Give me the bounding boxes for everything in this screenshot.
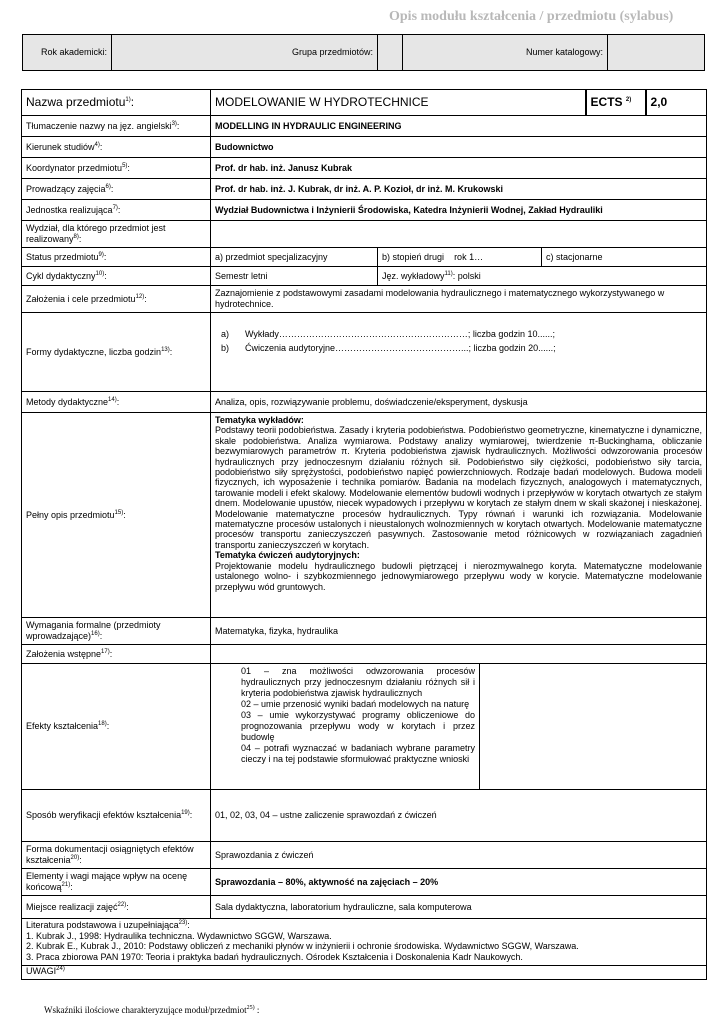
effects-list <box>241 664 480 789</box>
catalog-number-value <box>608 35 705 71</box>
goals-value: Zaznajomienie z podstawowymi zasadami modelowania hydraulicznego i matematycznego wykorzystywanego w hydrotechnice. <box>211 286 707 313</box>
academic-year-label: Rok akademicki: <box>23 35 112 71</box>
lecture-heading: Tematyka wykładów: <box>215 415 304 425</box>
list-item: 04 – potrafi wyznaczać w badaniach wybrane parametry cieczy i na tej podstawie sformułować praktyczne wnioski <box>241 743 475 764</box>
footer-note: Wskaźniki ilościowe charakteryzujące moduł/przedmiot$^{25)}$ : <box>44 1005 260 1015</box>
lecture-text: Podstawy teorii podobieństwa. Zasady i kryteria podobieństwa. Podobieństwo geometryczne, kinematyczne i dynamiczne, skale podobieństwa. Analiza wymiarowa. Podstawy analizy wymiarowej, twierdzenie π-Buckinghama, obliczanie bezwymiarowych parametrów π. Kryteria podobieństwa zjawisk hydraulicznych. Możliwości odwzorowania procesów hydraulicznych przy jednoczesnym działaniu różnych sił. Podobieństwo siły ciężkości, podobieństwo siły tarcia, podobieństwo siły sprężystości, podobieństwo napięć powierzchniowych. Rodzaje badań modelowych. Budowa modeli fizycznych, ich wyposażenie i technika pomiarów. Badania na modelach fizycznych, analogowych i matematycznych, tarowanie modeli i efekt skalowy. Modelowanie elementów budowli wodnych i przepływów w korytach otwartych ze stałym dnem. Modelowanie upustów, niecek wypadowych i przepływu w korytach ze stałym dnem w skali skażonej i nieskażonej. Modelowanie matematyczne procesów hydraulicznych. Typy równań i warunki ich rozwiązania. Modelowanie matematyczne procesów ustalonych i nieustalonych wolnozmiennych w korytach otwartych. Modelowanie matematyczne procesów transportu zanieczyszczeń pasywnych. Zastosowanie metod różnicowych w rozwiązaniach zagadnień transportu zanieczyszczeń w korytach. <box>215 425 703 550</box>
place-value: Sala dydaktyczna, laboratorium hydrauliczne, sala komputerowa <box>211 896 707 919</box>
verification-value: 01, 02, 03, 04 – ustne zaliczenie sprawozdań z ćwiczeń <box>211 790 707 842</box>
translation-value: MODELLING IN HYDRAULIC ENGINEERING <box>211 116 707 137</box>
language-value: Jęz. wykładowy$^{11)}$: polski <box>378 267 707 286</box>
cycle-label: Cykl dydaktyczny$^{10)}$: <box>22 267 211 286</box>
exercise-text: Projektowanie modelu hydraulicznego budowli piętrzącej i nierozmywalnego koryta. Matematyczne modelowanie ustalonego wolno- i szybkozmiennego jednowymiarowego przepływu wody w korycie. Matematyczne modelowanie przepływu wód gruntowych. <box>215 560 703 592</box>
list-item: 2. Kubrak E., Kubrak J., 2010: Podstawy obliczeń z mechaniki płynów w inżynierii i ochronie środowiska. Wydawnictwo SGGW, Warszawa. <box>26 941 579 951</box>
cycle-value: Semestr letni <box>211 267 378 286</box>
page-title: Opis modułu kształcenia / przedmiotu (sylabus) <box>389 9 674 24</box>
requirements-value: Matematyka, fizyka, hydraulika <box>211 618 707 645</box>
effects-value <box>211 664 707 790</box>
literature <box>22 919 707 966</box>
literature-label: Literatura podstawowa i uzupełniająca$^{23)}$: <box>26 920 190 930</box>
subject-group-value <box>378 35 403 71</box>
forms-label: Formy dydaktyczne, liczba godzin$^{13)}$: <box>22 313 211 392</box>
unit-label: Jednostka realizująca$^{7)}$: <box>22 200 211 221</box>
faculty-value <box>211 221 707 248</box>
forms-list <box>215 327 702 355</box>
faculty-label: Wydział, dla którego przedmiot jest realizowany$^{8)}$: <box>22 221 211 248</box>
coordinator-label: Koordynator przedmiotu$^{5)}$: <box>22 158 211 179</box>
course-name-label: Nazwa przedmiotu$^{1)}$: <box>22 90 211 116</box>
methods-value: Analiza, opis, rozwiązywanie problemu, doświadczenie/eksperyment, dyskusja <box>211 392 707 413</box>
notes: UWAGI$^{24)}$ <box>22 966 707 980</box>
weights-label: Elementy i wagi mające wpływ na ocenę końcową$^{21)}$: <box>22 869 211 896</box>
list-item: b) Ćwiczenia audytoryjne……………………………………...; liczba godzin 20......; <box>221 342 556 353</box>
subject-group-label: Grupa przedmiotów: <box>112 35 378 71</box>
requirements-label: Wymagania formalne (przedmioty wprowadzające)$^{16)}$: <box>22 618 211 645</box>
syllabus-table <box>21 89 707 980</box>
exercise-heading: Tematyka ćwiczeń audytoryjnych: <box>215 550 360 561</box>
list-item: 02 – umie przenosić wyniki badań modelowych na naturę <box>241 699 470 709</box>
place-label: Miejsce realizacji zajęć$^{22)}$: <box>22 896 211 919</box>
status-mode: c) stacjonarne <box>542 248 707 267</box>
instructors-value: Prof. dr hab. inż. J. Kubrak, dr inż. A. P. Kozioł, dr inż. M. Krukowski <box>211 179 707 200</box>
effects-label: Efekty kształcenia$^{18)}$: <box>22 664 211 790</box>
list-item: a) Wykłady………………………………………………………; liczba godzin 10......; <box>221 328 555 339</box>
list-item: 03 – umie wykorzystywać programy obliczeniowe do prognozowania przepływu wody w korytach i przez budowlę <box>241 710 475 742</box>
description-label: Pełny opis przedmiotu$^{15)}$: <box>22 413 211 618</box>
ects-value: 2,0 <box>646 90 707 116</box>
list-item: 01 – zna możliwości odwzorowania procesów hydraulicznych przy jednoczesnym działaniu różnych sił i kryteria podobieństwa zjawisk hydraulicznych <box>241 666 475 698</box>
course-name-value: MODELOWANIE W HYDROTECHNICE <box>211 90 586 116</box>
list-item: 3. Praca zbiorowa PAN 1970: Teoria i praktyka badań hydraulicznych. Ośrodek Kształcenia i Doskonalenia Kadr Naukowych. <box>26 951 523 962</box>
documentation-label: Forma dokumentacji osiągniętych efektów kształcenia$^{20)}$: <box>22 842 211 869</box>
prerequisites-value <box>211 645 707 664</box>
field-value: Budownictwo <box>211 137 707 158</box>
goals-label: Założenia i cele przedmiotu$^{12)}$: <box>22 286 211 313</box>
instructors-label: Prowadzący zajęcia$^{6)}$: <box>22 179 211 200</box>
weights-value: Sprawozdania – 80%, aktywność na zajęciach – 20% <box>211 869 707 896</box>
status-degree: b) stopień drugi rok 1… <box>378 248 542 267</box>
status-label: Status przedmiotu$^{9)}$: <box>22 248 211 267</box>
status-type: a) przedmiot specjalizacyjny <box>211 248 378 267</box>
forms-value <box>211 313 707 392</box>
description-value <box>211 413 707 618</box>
list-item: 1. Kubrak J., 1998: Hydraulika techniczna. Wydawnictwo SGGW, Warszawa. <box>26 930 332 941</box>
unit-value: Wydział Budownictwa i Inżynierii Środowiska, Katedra Inżynierii Wodnej, Zakład Hydrauliki <box>211 200 707 221</box>
catalog-number-label: Numer katalogowy: <box>403 35 608 71</box>
prerequisites-label: Założenia wstępne$^{17)}$: <box>22 645 211 664</box>
ects-label: ECTS $^{2)}$ <box>586 90 646 116</box>
field-label: Kierunek studiów$^{4)}$: <box>22 137 211 158</box>
documentation-value: Sprawozdania z ćwiczeń <box>211 842 707 869</box>
coordinator-value: Prof. dr hab. inż. Janusz Kubrak <box>211 158 707 179</box>
methods-label: Metody dydaktyczne$^{14)}$: <box>22 392 211 413</box>
translation-label: Tłumaczenie nazwy na jęz. angielski$^{3)}$: <box>22 116 211 137</box>
header-info-table <box>22 34 705 71</box>
verification-label: Sposób weryfikacji efektów kształcenia$^{19)}$: <box>22 790 211 842</box>
